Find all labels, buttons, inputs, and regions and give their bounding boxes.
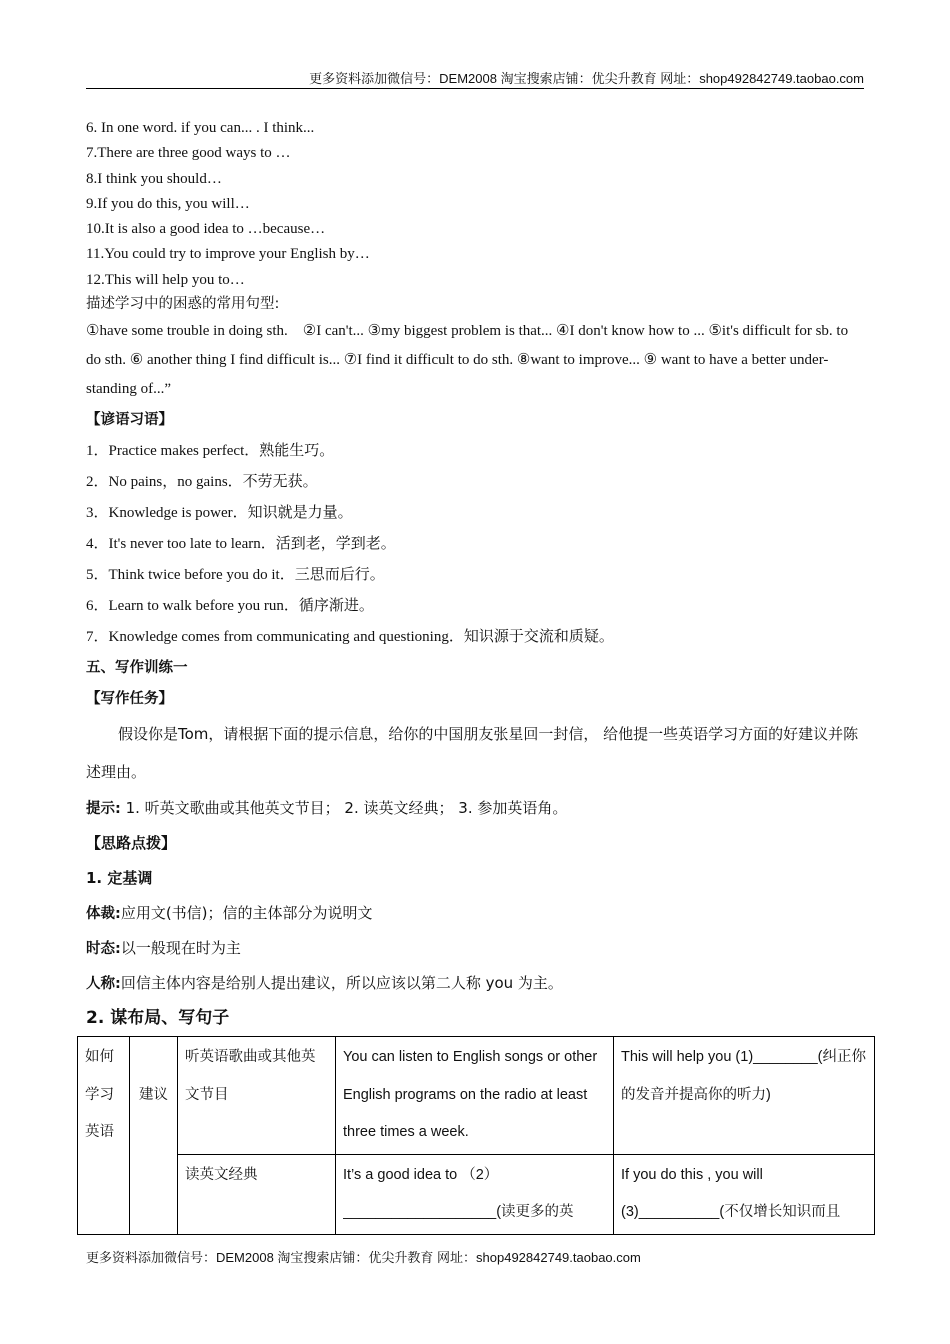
proverbs-heading: 【谚语习语】 — [86, 412, 173, 429]
guide-heading: 【思路点拨】 — [86, 834, 177, 853]
phrase-line: 11.You could try to improve your English by… — [86, 246, 370, 263]
table-topic-cell: 听英语歌曲或其他英文节目 — [178, 1037, 336, 1155]
genre-text: 应用文(书信)；信的主体部分为说明文 — [120, 904, 373, 923]
person-label: 人称: — [86, 976, 121, 993]
footer-text: 更多资料添加微信号：DEM2008 淘宝搜索店铺：优尖升教育 网址：shop492842749.taobao.com — [86, 1250, 641, 1265]
table-col2-cell: 建议 — [130, 1037, 178, 1235]
phrase-line: 9.If you do this, you will… — [86, 195, 250, 212]
proverb-item: 5．Think twice before you do it．三思而后行。 — [86, 567, 385, 584]
table-reason-cell: This will help you (1)________(纠正你的发音并提高你的听力) — [614, 1037, 875, 1155]
phrase-line: 12.This will help you to… — [86, 271, 245, 288]
tense-line — [86, 931, 866, 966]
phrase-line: 7.There are three good ways to … — [86, 145, 291, 162]
proverb-item: 6．Learn to walk before you run．循序渐进。 — [86, 598, 374, 615]
page-header — [86, 68, 864, 89]
proverb-item: 4．It's never too late to learn．活到老，学到老。 — [86, 536, 396, 553]
section-title: 五、写作训练一 — [86, 660, 188, 677]
plan-table — [77, 1036, 875, 1235]
page-content — [86, 116, 866, 1035]
genre-line — [86, 896, 866, 931]
hint-label: 提示: — [86, 801, 121, 818]
table-row — [78, 1154, 875, 1234]
hint-text: 1. 听英文歌曲或其他英文节目； 2. 读英文经典； 3. 参加英语角。 — [120, 799, 568, 818]
task-heading: 【写作任务】 — [86, 691, 173, 708]
phrase-line: 8.I think you should… — [86, 170, 222, 187]
tense-text: 以一般现在时为主 — [120, 939, 241, 958]
table-sentence-text: It’s a good idea to （2）___________________(读更多的英 — [343, 1166, 574, 1220]
page-footer — [86, 1247, 641, 1266]
table-col1-cell: 如何学习英语 — [78, 1037, 130, 1235]
step1-heading: 1. 定基调 — [86, 869, 153, 888]
proverb-item: 3．Knowledge is power．知识就是力量。 — [86, 505, 353, 522]
table-reason-text: If you do this , you will (3)__________(不仅增长知识而且 — [621, 1166, 841, 1220]
difficulty-title: 描述学习中的困惑的常用句型: — [86, 296, 280, 313]
person-line — [86, 966, 866, 1001]
tense-label: 时态: — [86, 941, 121, 958]
header-text: 更多资料添加微信号：DEM2008 淘宝搜索店铺：优尖升教育 网址：shop492842749.taobao.com — [309, 71, 864, 86]
task-text: 假设你是Tom，请根据下面的提示信息，给你的中国朋友张星回一封信， 给他提一些英语学习方面的好建议并陈述理由。 — [86, 725, 859, 782]
person-text: 回信主体内容是给别人提出建议，所以应该以第二人称 you 为主。 — [120, 974, 563, 993]
phrase-line: 10.It is also a good idea to …because… — [86, 221, 326, 238]
table-reason-cell — [614, 1154, 875, 1234]
step2-heading: 2. 谋布局、写句子 — [86, 1008, 230, 1029]
proverb-item: 2．No pains，no gains．不劳无获。 — [86, 474, 318, 491]
proverb-item: 7．Knowledge comes from communicating and questioning．知识源于交流和质疑。 — [86, 629, 614, 646]
genre-label: 体裁: — [86, 906, 121, 923]
table-topic-cell: 读英文经典 — [178, 1154, 336, 1234]
hint-line — [86, 791, 866, 826]
table-row — [78, 1037, 875, 1155]
table-sentence-cell — [336, 1154, 614, 1234]
proverb-item: 1．Practice makes perfect．熟能生巧。 — [86, 443, 335, 460]
phrase-line: 6. In one word. if you can... . I think... — [86, 120, 315, 136]
table-sentence-cell: You can listen to English songs or other English programs on the radio at least three times a week. — [336, 1037, 614, 1155]
difficulty-text: ①have some trouble in doing sth. ②I can't... ③my biggest problem is that... ④I don't know how to ... ⑤it's difficult for sb. to do sth. ⑥ another thing I find difficult is... ⑦I find it difficult to do sth. ⑧want to improve... ⑨ want to have a better under- standing of...” — [86, 323, 849, 398]
